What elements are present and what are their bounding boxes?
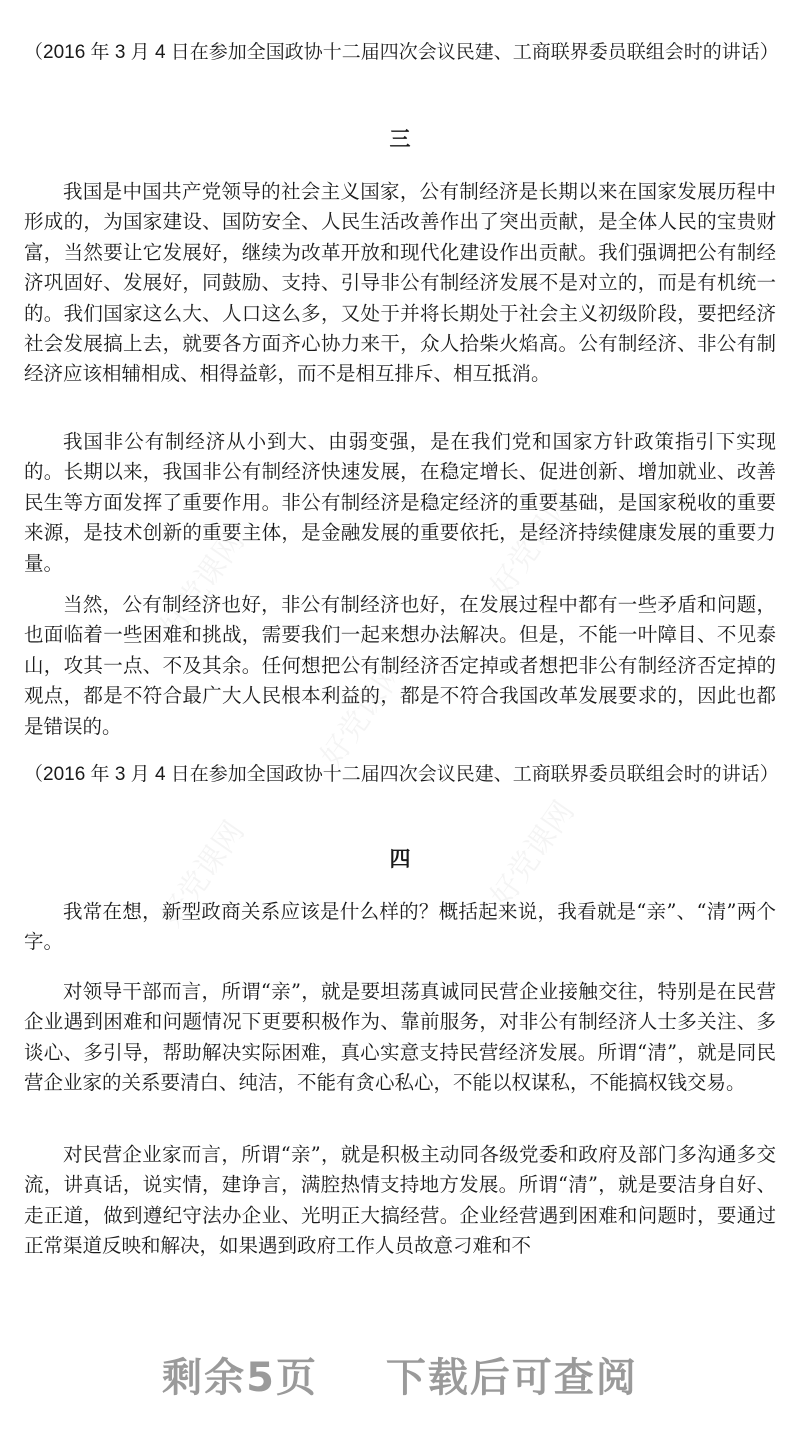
watermark: 好党课网 xyxy=(154,524,252,644)
watermark: 好党课网 xyxy=(484,794,582,914)
paragraph: 我国非公有制经济从小到大、由弱变强，是在我们党和国家方针政策指引下实现的。长期以来，我国非公有制经济快速发展，在稳定增长、促进创新、增加就业、改善民生等方面发挥了重要作用。非公有制经济是稳定经济的重要基础，是国家税收的重要来源，是技术创新的重要主体，是金融发展的重要依托，是经济持续健康发展的重要力量。 xyxy=(24,430,776,575)
section-heading-4: 四 xyxy=(389,846,411,871)
paragraph: 对民营企业家而言，所谓“亲”，就是积极主动同各级党委和政府及部门多沟通多交流，讲真话，说实情，建诤言，满腔热情支持地方发展。所谓“清”，就是要洁身自好、走正道，做到遵纪守法办企业、光明正大搞经营。企业经营遇到困难和问题时，要通过正常渠道反映和解决，如果遇到政府工作人员故意刁难和不 xyxy=(24,1143,776,1258)
watermark: 好党课网 xyxy=(154,814,252,934)
source-note: （2016 年 3 月 4 日在参加全国政协十二届四次会议民建、工商联界委员联组会时的讲话） xyxy=(24,764,779,785)
remaining-pages-label: 剩余5页 xyxy=(162,1355,318,1401)
download-banner[interactable] xyxy=(0,1350,800,1406)
download-prompt-label: 下载后可查阅 xyxy=(385,1355,638,1401)
paragraph: 我常在想，新型政商关系应该是什么样的？概括起来说，我看就是“亲”、“清”两个字。 xyxy=(24,900,776,954)
watermark: 好党课网 xyxy=(484,484,582,604)
source-note-top: （2016 年 3 月 4 日在参加全国政协十二届四次会议民建、工商联界委员联组会时的讲话） xyxy=(24,42,779,63)
paragraph: 我国是中国共产党领导的社会主义国家，公有制经济是长期以来在国家发展历程中形成的，为国家建设、国防安全、人民生活改善作出了突出贡献，是全体人民的宝贵财富，当然要让它发展好，继续为改革开放和现代化建设作出贡献。我们强调把公有制经济巩固好、发展好，同鼓励、支持、引导非公有制经济发展不是对立的，而是有机统一的。我们国家这么大、人口这么多，又处于并将长期处于社会主义初级阶段，要把经济社会发展搞上去，就要各方面齐心协力来干，众人拾柴火焰高。公有制经济、非公有制经济应该相辅相成、相得益彰，而不是相互排斥、相互抵消。 xyxy=(24,180,776,386)
watermark: 好党课网 xyxy=(314,654,412,774)
section-heading-3: 三 xyxy=(389,126,411,151)
paragraph: 对领导干部而言，所谓“亲”，就是要坦荡真诚同民营企业接触交往，特别是在民营企业遇到困难和问题情况下更要积极作为、靠前服务，对非公有制经济人士多关注、多谈心、多引导，帮助解决实际困难，真心实意支持民营经济发展。所谓“清”，就是同民营企业家的关系要清白、纯洁，不能有贪心私心，不能以权谋私，不能搞权钱交易。 xyxy=(24,980,776,1095)
paragraph: 当然，公有制经济也好，非公有制经济也好，在发展过程中都有一些矛盾和问题，也面临着一些困难和挑战，需要我们一起来想办法解决。但是，不能一叶障目、不见泰山，攻其一点、不及其余。任何想把公有制经济否定掉或者想把非公有制经济否定掉的观点，都是不符合最广大人民根本利益的，都是不符合我国改革发展要求的，因此也都是错误的。 xyxy=(24,593,776,738)
